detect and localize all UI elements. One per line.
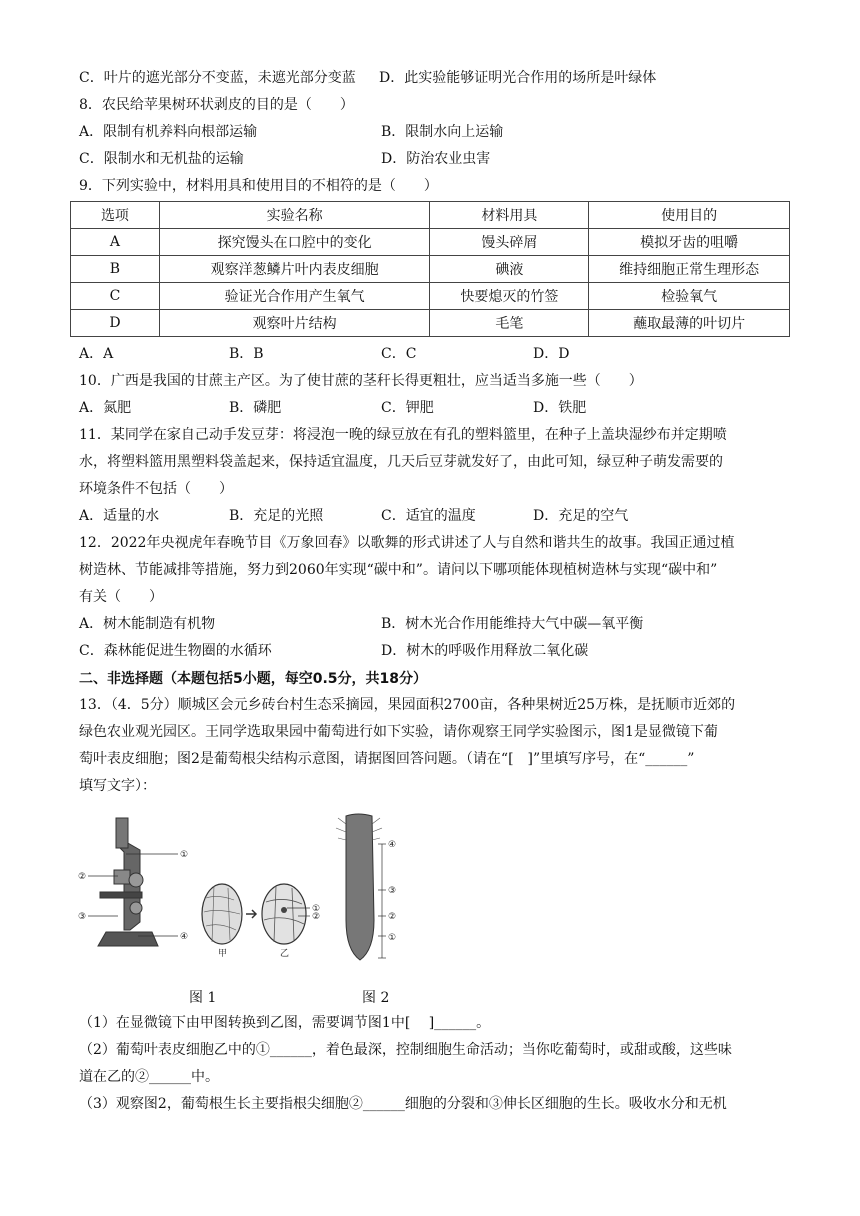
- table-cell: 维持细胞正常生理形态: [589, 256, 790, 283]
- q11-option-b: B．充足的光照: [229, 508, 324, 524]
- q13-stem-line3: 萄叶表皮细胞；图2是葡萄根尖结构示意图，请据图回答问题。（请在“[ ]”里填写序号，在“______”: [79, 751, 695, 767]
- table-cell: A: [71, 229, 160, 256]
- q12-stem-line3: 有关（ ）: [79, 589, 163, 605]
- q9-option-a: A．A: [79, 346, 114, 362]
- table-cell: 观察叶片结构: [159, 310, 430, 337]
- table-cell: 碘液: [430, 256, 589, 283]
- q13-part1: （1）在显微镜下由甲图转换到乙图，需要调节图1中[ ]______。: [79, 1015, 491, 1031]
- table-cell: 模拟牙齿的咀嚼: [589, 229, 790, 256]
- fig2-label: ①: [388, 933, 397, 943]
- fig1-label: ②: [78, 872, 87, 882]
- q11-stem-line3: 环境条件不包括（ ）: [79, 481, 233, 497]
- q11-option-a: A．适量的水: [79, 508, 160, 524]
- cell-label: ②: [312, 912, 321, 922]
- cell-caption: 甲: [218, 949, 228, 959]
- table-cell: 探究馒头在口腔中的变化: [159, 229, 430, 256]
- q13-stem-line2: 绿色农业观光园区。王同学选取果园中葡萄进行如下实验，请你观察王同学实验图示，图1是显微镜下葡: [79, 724, 718, 740]
- q12-option-b: B．树木光合作用能维持大气中碳—氧平衡: [381, 616, 644, 632]
- q12-stem-line1: 12．2022年央视虎年春晚节目《万象回春》以歌舞的形式讲述了人与自然和谐共生的故事。我国正通过植: [79, 535, 735, 551]
- figure-1-caption: 图 1: [189, 990, 217, 1006]
- table-header: 实验名称: [159, 202, 430, 229]
- fig1-label: ④: [180, 932, 189, 942]
- q12-option-a: A．树木能制造有机物: [79, 616, 216, 632]
- q12-option-d: D．树木的呼吸作用释放二氧化碳: [381, 643, 589, 659]
- q12-option-c: C．森林能促进生物圈的水循环: [79, 643, 272, 659]
- q10-option-d: D．铁肥: [533, 400, 587, 416]
- q11-option-d: D．充足的空气: [533, 508, 629, 524]
- table-cell: 观察洋葱鳞片叶内表皮细胞: [159, 256, 430, 283]
- q13-part3: （3）观察图2，葡萄根生长主要指根尖细胞②______细胞的分裂和③伸长区细胞的生长。吸收水分和无机: [79, 1096, 727, 1112]
- q10-option-b: B．磷肥: [229, 400, 282, 416]
- fig1-label: ③: [78, 912, 87, 922]
- q10-option-c: C．钾肥: [381, 400, 434, 416]
- table-cell: D: [71, 310, 160, 337]
- table-cell: 快要熄灭的竹签: [430, 283, 589, 310]
- cell-label: ①: [312, 904, 321, 914]
- table-row: [71, 229, 790, 256]
- figure-1-microscope: [78, 812, 338, 962]
- q11-stem-line1: 11．某同学在家自己动手发豆芽：将浸泡一晚的绿豆放在有孔的塑料篮里，在种子上盖块湿纱布并定期喷: [79, 427, 727, 443]
- figure-2-caption: 图 2: [362, 990, 390, 1006]
- figure-2-root-tip: [330, 810, 410, 970]
- table-header: 选项: [71, 202, 160, 229]
- table-cell: 验证光合作用产生氧气: [159, 283, 430, 310]
- table-row: [71, 256, 790, 283]
- q13-part2-line1: （2）葡萄叶表皮细胞乙中的①______，着色最深，控制细胞生命活动；当你吃葡萄时，或甜或酸，这些味: [79, 1042, 732, 1058]
- q11-stem-line2: 水，将塑料篮用黑塑料袋盖起来，保持适宜温度，几天后豆芽就发好了，由此可知，绿豆种子萌发需要的: [79, 454, 723, 470]
- q8-option-b: B．限制水向上运输: [381, 124, 504, 140]
- q13-part2-line2: 道在乙的②______中。: [79, 1069, 219, 1085]
- table-cell: 蘸取最薄的叶切片: [589, 310, 790, 337]
- cell-caption: 乙: [280, 949, 290, 959]
- q9-option-d: D．D: [533, 346, 570, 362]
- table-row: [71, 310, 790, 337]
- q11-option-c: C．适宜的温度: [381, 508, 476, 524]
- q8-option-d: D．防治农业虫害: [381, 151, 491, 167]
- q12-stem-line2: 树造林、节能减排等措施，努力到2060年实现“碳中和”。请问以下哪项能体现植树造林与实现“碳中和”: [79, 562, 718, 578]
- q10-stem: 10．广西是我国的甘蔗主产区。为了使甘蔗的茎秆长得更粗壮，应当适当多施一些（ ）: [79, 373, 643, 389]
- q13-stem-line1: 13．（4．5分）顺城区会元乡砖台村生态采摘园，果园面积2700亩，各种果树近25万株，是抚顺市近郊的: [79, 697, 736, 713]
- fig2-label: ④: [388, 840, 397, 850]
- q13-stem-line4: 填写文字）：: [79, 778, 156, 794]
- section-2-heading: 二、非选择题（本题包括5小题，每空0.5分，共18分）: [79, 671, 428, 687]
- table-cell: B: [71, 256, 160, 283]
- table-header-row: [71, 202, 790, 229]
- q7-option-d: D．此实验能够证明光合作用的场所是叶绿体: [379, 70, 657, 86]
- table-header: 材料用具: [430, 202, 589, 229]
- q9-option-c: C．C: [381, 346, 417, 362]
- q10-option-a: A．氮肥: [79, 400, 132, 416]
- fig2-label: ③: [388, 886, 397, 896]
- q8-option-c: C．限制水和无机盐的运输: [79, 151, 244, 167]
- table-header: 使用目的: [589, 202, 790, 229]
- table-cell: 馒头碎屑: [430, 229, 589, 256]
- table-cell: C: [71, 283, 160, 310]
- q9-option-b: B．B: [229, 346, 264, 362]
- table-cell: 检验氧气: [589, 283, 790, 310]
- q8-option-a: A．限制有机养料向根部运输: [79, 124, 258, 140]
- q8-stem: 8．农民给苹果树环状剥皮的目的是（ ）: [79, 97, 354, 113]
- q9-stem: 9．下列实验中，材料用具和使用目的不相符的是（ ）: [79, 178, 438, 194]
- q9-table: [70, 201, 790, 337]
- table-row: [71, 283, 790, 310]
- table-cell: 毛笔: [430, 310, 589, 337]
- fig1-label: ①: [180, 850, 189, 860]
- fig2-label: ②: [388, 912, 397, 922]
- q7-option-c: C．叶片的遮光部分不变蓝，未遮光部分变蓝: [79, 70, 356, 86]
